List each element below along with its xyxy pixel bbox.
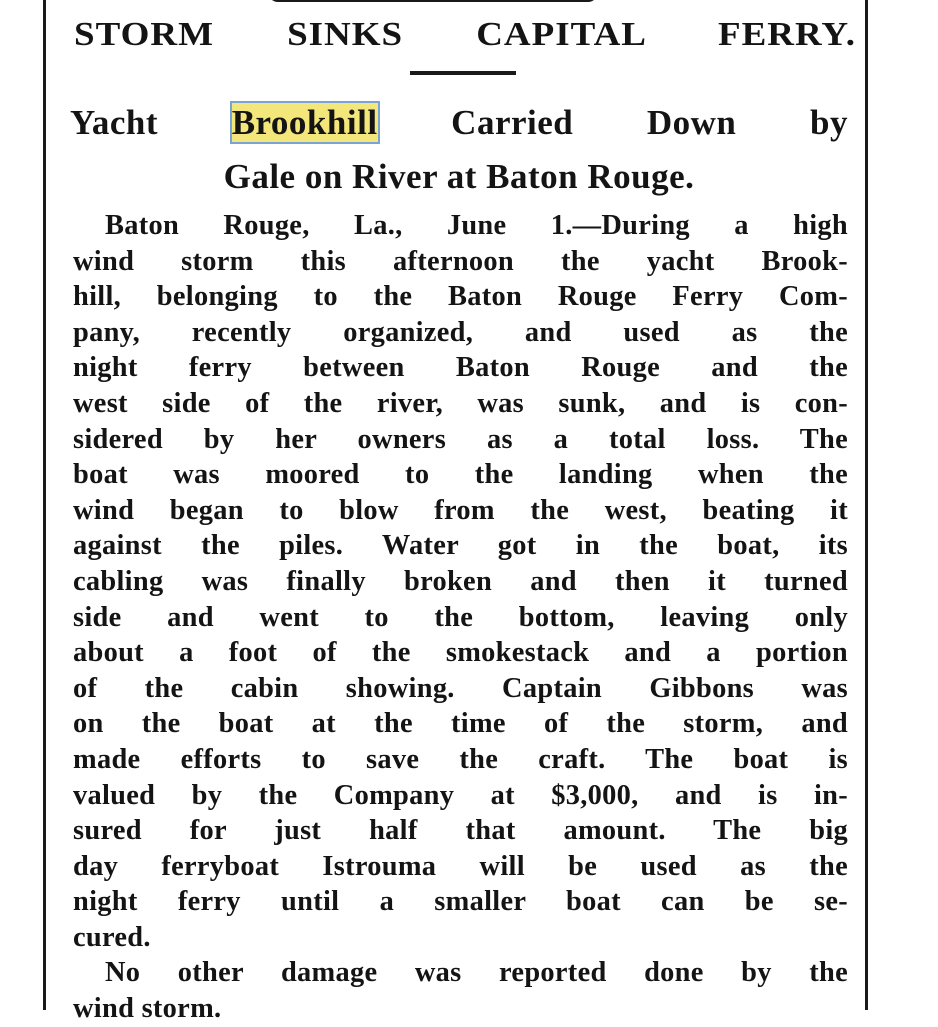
body-line: pany, recently organized, and used as the [73,316,848,348]
previous-article-fragment [268,0,598,2]
body-line: night ferry between Baton Rouge and the [73,352,848,384]
article-deck [70,96,848,204]
article-headline: STORM SINKS CAPITAL FERRY. [74,15,856,54]
body-line: Baton Rouge, La., June 1.—During a high [105,210,848,241]
body-line: cabling was finally broken and then it turned [73,565,848,597]
deck-text-after: Carried Down by [377,103,848,142]
body-line: valued by the Company at $3,000, and is in- [73,779,848,811]
deck-line-2: Gale on River at Baton Rouge. [223,157,695,196]
body-line: sidered by her owners as a total loss. The [73,423,848,455]
body-line: about a foot of the smokestack and a portion [73,637,848,669]
body-line: on the boat at the time of the storm, and [73,708,848,740]
body-line: of the cabin showing. Captain Gibbons was [73,672,848,704]
body-line: day ferryboat Istrouma will be used as the [73,850,848,882]
body-line: night ferry until a smaller boat can be se- [73,886,848,918]
body-line: sured for just half that amount. The big [73,815,848,847]
body-line: wind storm this afternoon the yacht Brook- [73,245,848,277]
body-line: wind storm. [73,993,222,1025]
article-body [73,208,848,1027]
body-line: No other damage was reported done by the [105,957,848,989]
body-line: boat was moored to the landing when the [73,459,848,491]
column-rule-left [43,0,46,1010]
body-line: cured. [73,921,151,953]
body-line: west side of the river, was sunk, and is con- [73,387,848,419]
search-highlight: Brookhill [231,103,378,142]
body-line: wind began to blow from the west, beating it [73,494,848,526]
cutoff-rule [410,71,516,75]
body-line: hill, belonging to the Baton Rouge Ferry Com- [73,281,848,313]
body-line: against the piles. Water got in the boat, its [73,530,848,562]
body-line: made efforts to save the craft. The boat is [73,743,848,775]
deck-text-before: Yacht [70,103,232,142]
body-line: side and went to the bottom, leaving only [73,601,848,633]
column-rule-right [865,0,868,1010]
deck-line-1 [70,96,848,150]
